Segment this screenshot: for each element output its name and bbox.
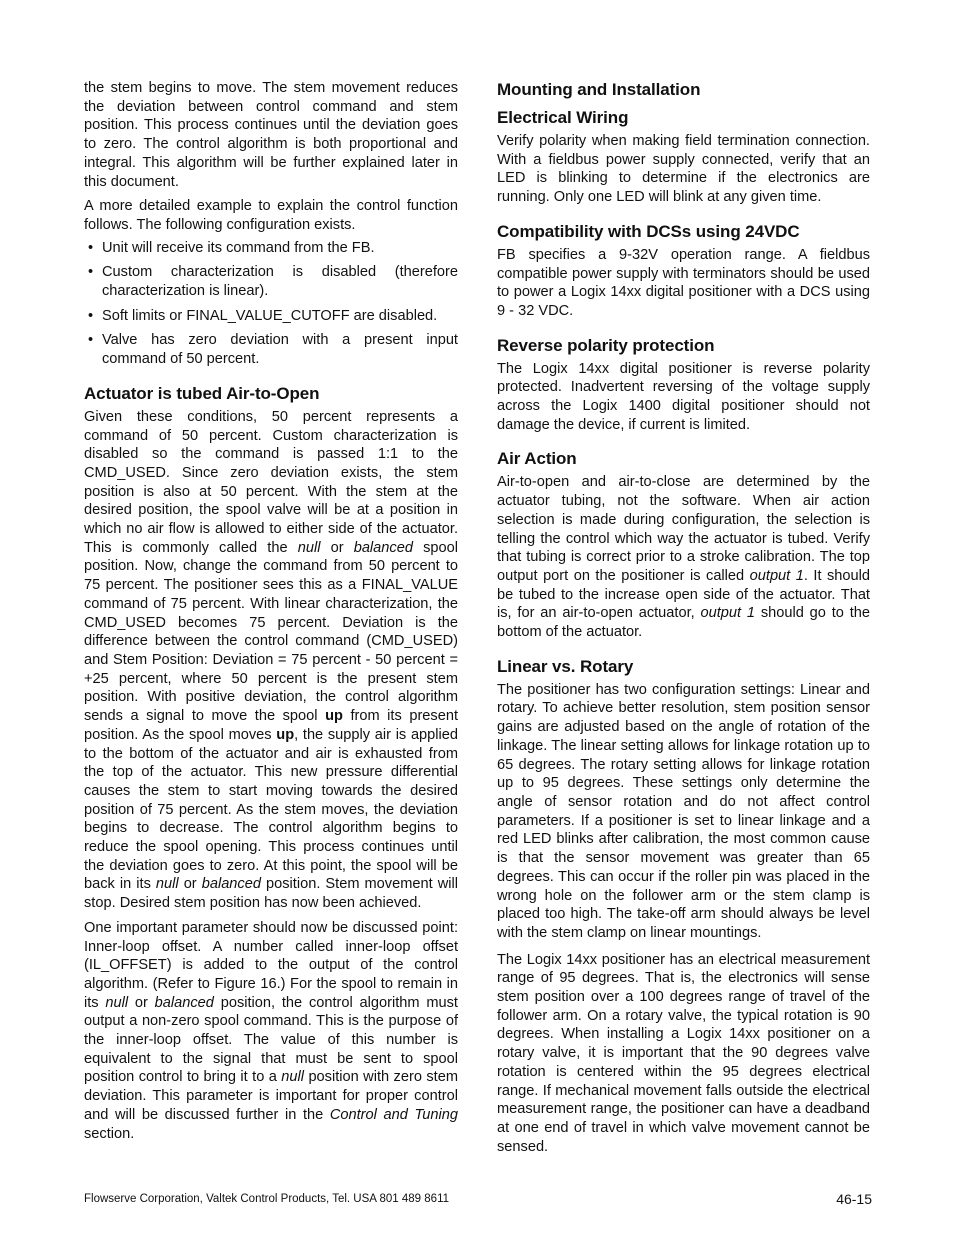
linear-heading: Linear vs. Rotary bbox=[497, 656, 634, 676]
mounting-heading: Mounting and Installation bbox=[497, 80, 701, 99]
configuration-list bbox=[84, 239, 458, 369]
actuator-heading: Actuator is tubed Air-to-Open bbox=[84, 383, 320, 403]
actuator-section bbox=[84, 383, 458, 1143]
right-column bbox=[497, 79, 870, 1156]
reverse-heading: Reverse polarity protection bbox=[497, 335, 715, 355]
air-section bbox=[497, 448, 870, 641]
electrical-heading: Electrical Wiring bbox=[497, 108, 629, 127]
electrical-section bbox=[497, 107, 870, 207]
left-column bbox=[84, 79, 458, 1143]
reverse-section bbox=[497, 335, 870, 435]
reverse-paragraph: The Logix 14xx digital positioner is reverse polarity protected. Inadvertent reversing of the voltage supply across the Logix 1400 digital positioner should not damage the device, if current is limited. bbox=[497, 360, 870, 433]
list-item: • Unit will receive its command from the FB. bbox=[84, 239, 458, 258]
page-footer bbox=[84, 1193, 872, 1205]
actuator-paragraph: Given these conditions, 50 percent represents a command of 50 percent. Custom characterization is disabled so the command is passed 1:1 to the CMD_USED. Since zero deviation exists, the stem position is also at 50 percent. With the stem at the desired position, the spool valve will be at a position in which no air flow is allowed to either side of the actuator. This is commonly called the null or balanced spool position. Now, change the command from 50 percent to 75 percent. The positioner sees this as a FINAL_VALUE command of 75 percent. With linear characterization, the CMD_USED becomes 75 percent. Deviation is the difference between the control command (CMD_USED) and Stem Position: Deviation = 75 percent - 50 percent = +25 percent, where 50 percent is the present stem position. With positive deviation, the control algorithm sends a signal to move the spool up from its present position. As the spool moves up, the supply air is applied to the bottom of the actuator and air is exhausted from the top of the actuator. This new pressure differential causes the stem to start moving towards the desired position of 75 percent. As the stem moves, the deviation begins to decrease. The control algorithm begins to reduce the spool opening. This process continues until the deviation goes to zero. At this point, the spool will be back in its null or balanced position. Stem movement will stop. Desired stem position has now been achieved. bbox=[84, 408, 459, 912]
air-heading: Air Action bbox=[497, 449, 577, 469]
linear-section bbox=[497, 656, 870, 1157]
linear-paragraph-2: The Logix 14xx positioner has an electrical measurement range of 95 degrees. That is, the electronics will sense stem position over a 100 degrees range of travel of the follower arm. On a rotary valve, the typical rotation is 90 degrees. When installing a Logix 14xx positioner on a rotary valve, it is important that the 90 degrees valve rotation is centered within the 95 degrees electrical range. If mechanical movement falls outside the electrical measurement range, the positioner can have a deadband at one end of travel in which valve movement cannot be sensed. bbox=[497, 951, 870, 1155]
example-paragraph: A more detailed example to explain the control function follows. The following configuration exists. bbox=[84, 198, 458, 233]
list-item: • Valve has zero deviation with a present input command of 50 percent. bbox=[84, 331, 458, 368]
page-number: 46-15 bbox=[836, 1191, 872, 1207]
list-item: • Custom characterization is disabled (therefore characterization is linear). bbox=[84, 263, 458, 300]
air-paragraph: Air-to-open and air-to-close are determined by the actuator tubing, not the software. When air action selection is made during configuration, the selection is telling the control which way the actuator is tubed. Verify that tubing is correct prior to a stroke calibration. The top output port on the positioner is called output 1. It should be tubed to the increase open side of the actuator. That is, for an air-to-open actuator, output 1 should go to the bottom of the actuator. bbox=[497, 474, 871, 641]
compat-heading: Compatibility with DCSs using 24VDC bbox=[497, 221, 800, 241]
linear-paragraph-1: The positioner has two configuration settings: Linear and rotary. To achieve better resolution, stem position sensor gains are adjusted based on the angle of rotation of the linkage. The linear setting allows for linkage rotation up to 65 degrees. The rotary setting allows for linkage rotation up to 95 degrees. These settings only determine the angle of sensor rotation and do not affect control parameters. If a positioner is set to linear linkage and a red LED blinks after calibration, the most common cause is that the sensor movement was greater than 65 degrees. This can occur if the roller pin was placed in the wrong hole on the follower arm or the stem clamp is placed too high. The take-off arm should always be level with the stem clamp on linear mountings. bbox=[497, 681, 870, 941]
compat-section bbox=[497, 221, 870, 321]
intro-paragraph: the stem begins to move. The stem movement reduces the deviation between control command and stem position. This process continues until the deviation goes to zero. The control algorithm is both proportional and integral. This algorithm will be further explained later in this document. bbox=[84, 80, 458, 190]
compat-paragraph: FB specifies a 9-32V operation range. A fieldbus compatible power supply with terminators should be used to power a Logix 14xx digital positioner with a DCS using 9 - 32 VDC. bbox=[497, 246, 870, 319]
inner-loop-paragraph: One important parameter should now be discussed point: Inner-loop offset. A number called inner-loop offset (IL_OFFSET) is added to the output of the control algorithm. (Refer to Figure 16.) For the spool to remain in its null or balanced position, the control algorithm must output a non-zero spool command. This is the purpose of the inner-loop offset. The value of this number is equivalent to the signal that must be sent to spool position control to bring it to a null position with zero stem deviation. This parameter is important for proper control and will be discussed further in the Control and Tuning section. bbox=[84, 919, 458, 1142]
list-item: • Soft limits or FINAL_VALUE_CUTOFF are disabled. bbox=[84, 307, 458, 326]
electrical-paragraph: Verify polarity when making field termination connection. With a fieldbus power supply connected, verify that an LED is blinking to determine if the electronics are running. Only one LED will blink at any given time. bbox=[497, 133, 870, 206]
footer-company: Flowserve Corporation, Valtek Control Products, Tel. USA 801 489 8611 bbox=[84, 1193, 450, 1205]
